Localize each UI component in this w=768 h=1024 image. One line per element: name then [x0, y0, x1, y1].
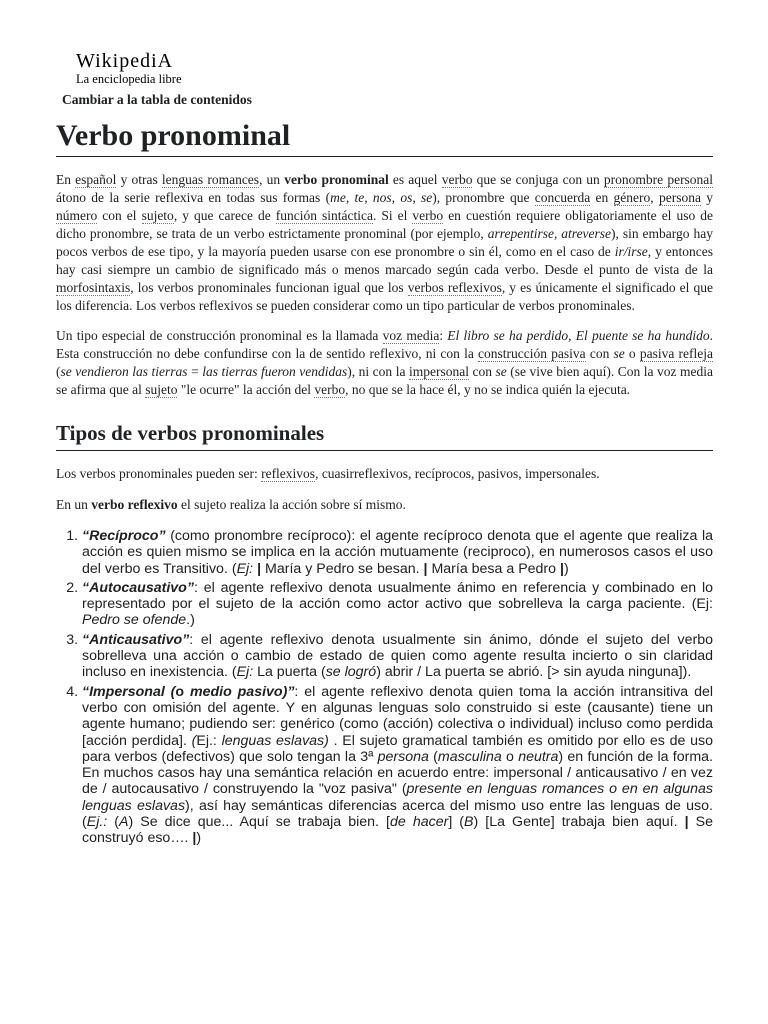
text-run: o: [624, 346, 640, 361]
italic-text: ir/irse: [614, 244, 648, 259]
italic-text: arrepentirse, atreverse: [487, 226, 612, 241]
text-run: ): [563, 560, 569, 577]
text-run: María y Pedro se besan.: [261, 560, 424, 577]
text-run: Se construyó eso….: [82, 814, 713, 847]
italic-text: me, te, nos, os, se: [330, 190, 433, 205]
bold-text: medio pasivo)”: [184, 683, 295, 700]
bold-text: “Impersonal (: [82, 683, 176, 700]
text-run: : el agente reflexivo denota quien toma la acción intransitiva del verbo con omisión del agente. Y en algunas lenguas solo construido si este (causante) tiene un agente humano; pudiendo ser: genérico (como (acción) colectiva o individual) incluso como perdida [acción perdida].: [82, 683, 714, 749]
wiki-link[interactable]: construcción pasiva: [478, 346, 586, 361]
wiki-link[interactable]: lenguas romances: [161, 172, 260, 187]
text-run: con: [585, 346, 614, 361]
italic-text: masculina: [437, 748, 502, 765]
text-run: átono de la serie reflexiva en todas sus formas (: [56, 190, 331, 205]
bold-text: |: [560, 560, 564, 577]
pronominal-types-list: [56, 528, 713, 847]
bold-text: |: [423, 560, 428, 577]
italic-text: neutra: [518, 748, 559, 765]
italic-text: (: [191, 732, 197, 749]
wiki-link[interactable]: morfosintaxis: [56, 280, 131, 295]
wikipedia-logo[interactable]: [76, 50, 216, 86]
logo-wordmark: WikipediA: [76, 50, 174, 72]
italic-text: Ej:: [236, 664, 254, 681]
text-run: , y entonces hay casi siempre un cambio de significado más o menos marcado según cada verbo. Desde el punto de vista de la: [56, 244, 713, 277]
wiki-link[interactable]: reflexivos: [261, 466, 316, 481]
list-item: [82, 684, 713, 847]
bold-text: “Recíproco”: [82, 528, 166, 544]
section-paragraph-1: [56, 465, 713, 483]
text-run: . Esta construcción no debe confundirse con la de sentido reflexivo, ni con la: [56, 328, 713, 361]
text-run: ), ni con la: [347, 364, 409, 379]
text-run: .): [186, 612, 195, 629]
wiki-link[interactable]: voz media: [382, 328, 440, 343]
text-run: ): [196, 830, 202, 847]
text-run: ) Se dice que... Aquí se trabaja bien. [: [128, 814, 390, 831]
wiki-link[interactable]: impersonal: [408, 364, 469, 379]
wiki-link[interactable]: pronombre personal: [603, 172, 714, 187]
text-run: , no que se la hace él, y no se indica quién la ejecuta.: [345, 382, 631, 397]
italic-text: El puente se ha hundido: [575, 328, 710, 343]
text-run: Ej.:: [196, 732, 222, 749]
text-run: que se conjuga con un: [472, 172, 604, 187]
list-item: [82, 632, 713, 681]
page-title: Verbo pronominal: [56, 118, 713, 157]
italic-text: Pedro se ofende: [82, 612, 187, 629]
wiki-link[interactable]: sujeto: [145, 382, 178, 397]
italic-text: se: [495, 364, 507, 379]
text-run: y: [700, 190, 713, 205]
bold-text: |: [257, 560, 262, 577]
bold-text: |: [192, 830, 197, 847]
text-run: en: [590, 190, 614, 205]
text-run: =: [187, 364, 203, 379]
bold-text: verbo pronominal: [284, 172, 389, 187]
text-run: "le ocurre" la acción del: [177, 382, 315, 397]
italic-text: se vendieron las tierras: [60, 364, 188, 379]
text-run: ), así hay semánticas diferencias acerca del mismo uso entre las lenguas de uso. (: [82, 797, 713, 831]
bold-text: verbo reflexivo: [91, 497, 178, 512]
text-run: , los verbos pronominales funcionan igual que los: [130, 280, 408, 295]
wiki-link[interactable]: número: [56, 208, 98, 223]
logo-tagline: La enciclopedia libre: [76, 72, 182, 86]
italic-text: Ej.:: [86, 814, 108, 831]
text-run: es aquel: [388, 172, 442, 187]
text-run: ), pronombre que: [432, 190, 535, 205]
wiki-link[interactable]: verbo: [441, 172, 473, 187]
wiki-link[interactable]: género: [613, 190, 651, 205]
toc-toggle-button[interactable]: Cambiar a la tabla de contenidos: [62, 92, 252, 107]
wiki-link[interactable]: verbos reflexivos: [407, 280, 502, 295]
text-run: . Si el: [372, 208, 413, 223]
text-run: : el agente reflexivo denota usualmente sin ánimo, dónde el sujeto del verbo sobrelleva una acción o cambio de estado de quien como agente resulta incierto o sin claridad incluso en inexistencia. (: [82, 631, 713, 681]
italic-text: lenguas eslavas): [221, 732, 329, 749]
wiki-link[interactable]: español: [75, 172, 117, 187]
section-paragraph-2: [56, 496, 713, 514]
wiki-link[interactable]: función sintáctica: [275, 208, 373, 223]
wiki-link[interactable]: persona: [658, 190, 701, 205]
intro-paragraph-1: [56, 171, 713, 315]
text-run: Los verbos pronominales pueden ser:: [56, 466, 262, 481]
italic-text: presente en lenguas romances o en en algunas lenguas eslavas: [82, 781, 713, 814]
text-run: , y que carece de: [173, 208, 276, 223]
text-run: , cuasirreflexivos, recíprocos, pasivos, impersonales.: [315, 466, 600, 481]
text-run: ,: [568, 328, 576, 343]
article-content: [56, 112, 713, 850]
text-run: ] (: [448, 814, 465, 831]
italic-text: se: [613, 346, 625, 361]
italic-text: El libro se ha perdido: [447, 328, 569, 343]
intro-paragraph-2: [56, 327, 713, 399]
italic-text: persona: [377, 748, 429, 765]
text-run: (: [56, 364, 61, 379]
list-item: [82, 528, 713, 577]
text-run: En: [56, 172, 76, 187]
text-run: (se vive bien aquí). Con la voz media se afirma que al: [56, 364, 713, 397]
text-run: ) en función de la forma. En muchos casos hay una semántica relación en acuerdo entre: impersonal / anticausativo / en vez de / autocausativo / construyendo la "voz pasiva" (: [82, 748, 713, 798]
text-run: Un tipo especial de construcción pronominal es la llamada: [56, 328, 383, 343]
italic-text: las tierras fueron vendidas: [202, 364, 348, 379]
wiki-link[interactable]: sujeto: [141, 208, 174, 223]
text-run: o: [501, 748, 519, 765]
wiki-link[interactable]: verbo: [412, 208, 444, 223]
text-run: en cuestión requiere obligatoriamente el uso de dicho pronombre, se trata de un verbo estrictamente pronominal (por ejemplo,: [56, 208, 713, 241]
text-run: ) [La Gente] trabaja bien aquí.: [473, 814, 685, 831]
italic-text: Ej:: [236, 560, 254, 577]
italic-text: B: [464, 814, 474, 831]
text-run: el sujeto realiza la acción sobre sí mismo.: [177, 497, 406, 512]
section-heading: Tipos de verbos pronominales: [56, 419, 713, 451]
bold-text: “Anticausativo”: [82, 631, 190, 648]
wiki-link[interactable]: verbo: [314, 382, 346, 397]
text-run: María besa a Pedro: [427, 560, 560, 577]
text-run: , un: [259, 172, 285, 187]
bold-text: “Autocausativo”: [82, 579, 194, 596]
text-run: En un: [56, 497, 92, 512]
text-run: ) abrir / La puerta se abrió. [> sin ayuda ninguna]).: [376, 664, 692, 681]
text-run: ,: [650, 190, 659, 205]
text-run: (: [107, 814, 120, 831]
text-run: ), sin embargo hay pocos verbos de ese tipo, y la mayoría pueden usarse con ese pronombre o sin él, como en el caso de: [56, 226, 713, 259]
text-run: La puerta (: [253, 664, 326, 681]
text-run: . El sujeto gramatical también es omitido por ello es de uso para verbos (defectivos) que solo tengan la 3ª: [82, 732, 713, 765]
text-run: (como pronombre recíproco): el agente recíproco denota que el agente que realiza la acción es quien mismo se implica en la acción mutuamente (reciproco), en numerosos casos el uso del verbo es Transitivo. (: [82, 528, 713, 577]
bold-text: |: [684, 814, 689, 831]
text-run: , y es únicamente el significado el que los diferencia. Los verbos reflexivos se pueden considerar como un tipo particular de verbos pronominales.: [56, 280, 713, 313]
text-run: con: [468, 364, 496, 379]
wiki-link[interactable]: concuerda: [534, 190, 591, 205]
text-run: (: [428, 748, 438, 765]
text-run: : el agente reflexivo denota usualmente ánimo en referencia y combinado en lo representado por el sujeto de la acción como actor activo que sobrelleva la carga paciente. (Ej:: [82, 579, 713, 613]
text-run: :: [439, 328, 448, 343]
wiki-link[interactable]: pasiva refleja: [639, 346, 713, 361]
italic-text: se logró: [325, 664, 377, 681]
text-run: con el: [97, 208, 142, 223]
list-item: [82, 580, 713, 629]
italic-text: A: [119, 814, 129, 831]
italic-text: de hacer: [389, 814, 449, 831]
text-run: y otras: [116, 172, 162, 187]
bold-text: o: [175, 683, 185, 700]
